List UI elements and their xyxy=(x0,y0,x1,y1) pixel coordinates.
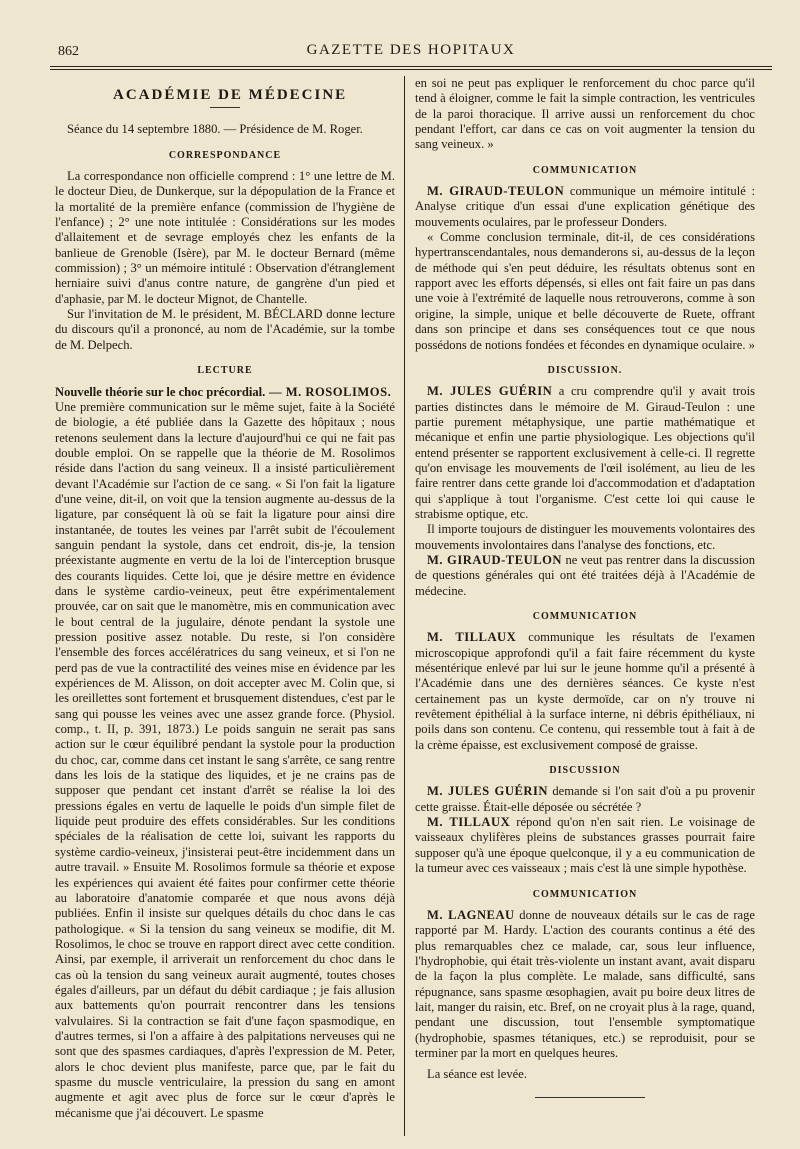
paragraph-lecture: Une première communication sur le même sujet, faite à la Société de biologie, a été publiée dans la Gazette des hôpitaux ; nous retenons seulement dans la lecture d'aujourd'hui ce qui ne fait pas double emploi. On se rappelle que la théorie de M. Rosolimos réside dans l'action du sang veineux. Il a insisté particulièrement devant l'Académie sur l'action de ce sang. « Si l'on fait la ligature d'une veine, dit-il, on voit que la tension augmente au-dessus de la ligature, par conséquent là où se fait la ligature pour ainsi dire instantanée, de toutes les veines par l'arrêt subit de l'écoulement sanguin pendant la systole, dans cet endroit, dis-je, la tension préexistante augmente en vertu de la loi de l'interception brusque des courants liquides. Cette loi, que je désire mettre en évidence dans le système cardio-veineux, peut être expérimentalement prouvée, car on sait que le manomètre, mis en communication avec le bout central de la jugulaire, dénote pendant la systole une pression positive assez notable. Du reste, si l'on considère l'ensemble des forces accélératrices du sang veineux, et si l'on ne perd pas de vue la contractilité des veines mise en évidence par les expériences de M. Alisson, on doit accepter avec M. Colin que, si les oreillettes sont fortement et brusquement distendues, c'est par le sang qui pousse les veines avec une assez grande force. (Physiol. comp., t. II, p. 391, 1873.) Le poids sanguin ne serait pas sans action sur le cœur équilibré pendant la systole pour la production du choc, car, comme dans cet instant le sang s'arrête, ce sang rentre dans les lois de la statique des liquides, et je ne crains pas de supposer que pendant cet instant d'arrêt se réalise la loi des pressions égales en vertu de laquelle le poids d'un simple filet de liquide peut produire des effets considérables. Sur les conditions spéciales de la réalisation de cette loi, suivant les rapports du système cardio-veineux, j'insisterai peut-être incidemment dans un autre travail. » Ensuite M. Rosolimos formule sa théorie et expose les expériences qui avaient été faites pour confirmer cette théorie au laboratoire d'anatomie comparée et que nous avons déjà publiées. Enfin il insiste sur quelques détails du choc dans le cas pathologique. « Si la tension du sang veineux se modifie, dit M. Rosolimos, le choc se trouve en rapport direct avec cette condition. Ainsi, par exemple, il arriverait un renforcement du choc dans le cas où la tension du sang veineux aurait augmenté, toutes choses égales d'ailleurs, par un défaut du débit cardiaque ; je fais allusion aux battements qu'on pourrait rencontrer dans les tensions valvulaires. Si la contraction se fait d'une façon spasmodique, en d'autres termes, si l'on a affaire à des palpitations nerveuses qui ne sont que des spasmes cardiaques, d'après l'expression de M. Peter, alors le choc devient plus manifeste, parce que, par le fait du spasme du muscle ventriculaire, la pression du sang en amont augmente et agit avec plus de force sur le cœur d'après le mécanisme que j'ai découvert. Le spasme xyxy=(55,399,395,1120)
column-divider xyxy=(404,76,405,1136)
paragraph-tillaux xyxy=(415,630,755,753)
paragraph-giraud-teulon-reply xyxy=(415,553,755,599)
left-column xyxy=(55,76,395,1121)
paragraph-guerin-2: Il importe toujours de distinguer les mouvements volontaires des mouvements involontaires dans l'analyse des fonctions, etc. xyxy=(415,522,755,552)
heading-communication-1: COMMUNICATION xyxy=(532,164,638,176)
closing-line: La séance est levée. xyxy=(427,1067,527,1082)
heading-discussion-1: DISCUSSION. xyxy=(547,364,623,376)
speaker-name: M. JULES GUÉRIN xyxy=(427,784,548,799)
right-column xyxy=(415,76,755,1098)
page-number: 862 xyxy=(58,44,79,59)
header-rule-double xyxy=(50,69,772,70)
quote-giraud-teulon: « Comme conclusion terminale, dit-il, de ces considérations hypertranscendantales, nous demanderons si, au-dessus de la leçon de méthode qui s'en peut déduire, les résultats obtenus sont en rapport avec les efforts dépensés, si elles ont fait faire un pas dans une voie à l'extrémité de laquelle nous retrouverons, comme à son origine, la simple, unique et belle découverte de Ruete, offrant dans son principe et dans ses conséquences tout ce que nous possédons de notions fondées et fécondes en dynamique oculaire. » xyxy=(415,230,755,352)
end-rule xyxy=(535,1097,645,1098)
paragraph-beclard: Sur l'invitation de M. le président, M. BÉCLARD donne lecture du discours qu'il a prononcé, au nom de l'Académie, sur la tombe de M. Delpech. xyxy=(55,307,395,352)
journal-title: GAZETTE DES HOPITAUX xyxy=(306,42,516,58)
heading-discussion-2: DISCUSSION xyxy=(549,765,621,777)
speaker-name: M. GIRAUD-TEULON xyxy=(427,184,565,199)
paragraph-tillaux-reply xyxy=(415,815,755,876)
header-rule xyxy=(50,66,772,67)
speaker-name: M. TILLAUX xyxy=(427,815,511,830)
speaker-name: M. JULES GUÉRIN xyxy=(427,384,553,399)
paragraph-guerin xyxy=(415,384,755,522)
speaker-text: donne de nouveaux détails sur le cas de rage rapporté par M. Hardy. L'action des courants continus a été des plus remarquables chez ce malade, car, sous leur influence, l'hydrophobie, qui était très-violente un instant avant, avait disparu de la façon la plus complète. Le malade, sans difficulté, sans répugnance, sans spasme œsophagien, avait pu boire deux litres de lait, manger du raisin, etc. Bref, on ne croyait plus à la rage, quand, pendant une discussion, tout l'ensemble symptomatique (hydrophobie, spasmes tétaniques, etc.) se reproduisit, pour se terminer par la mort en quelques heures. xyxy=(415,907,755,1060)
speaker-text: ne veut pas rentrer dans la discussion de questions générales qui ont été traitées déjà à l'Académie de médecine. xyxy=(415,552,755,598)
heading-communication-3: COMMUNICATION xyxy=(532,888,638,900)
lecture-heading xyxy=(55,385,395,400)
speaker-text: demande si l'on sait d'où a pu provenir cette graisse. Était-elle déposée ou sécrétée ? xyxy=(415,784,755,814)
speaker-text: communique un mémoire intitulé : Analyse critique d'un essai d'une explication génétique des mouvements oculaires, par le professeur Donders. xyxy=(415,184,756,229)
paragraph-giraud-teulon xyxy=(415,184,755,230)
heading-lecture: LECTURE xyxy=(197,365,253,377)
page-header xyxy=(50,34,772,64)
paragraph-correspondance: La correspondance non officielle comprend : 1° une lettre de M. le docteur Dieu, de Dunkerque, sur la dépopulation de la France et la mortalité de la première enfance (commission de l'hygiène de l'enfance) ; 2° une note intitulée : Considérations sur les modes d'allaitement et de sevrage employés chez les enfants de la banlieue de Grenoble (Isère), par M. le docteur Bernard (même commission) ; 3° un mémoire intitulé : Observation d'étranglement herniaire suivi d'anus contre nature, de gangrène d'un pied et d'aphasie, par M. le docteur Mignot, de Chantelle. xyxy=(55,169,395,306)
heading-correspondance: CORRESPONDANCE xyxy=(168,149,282,161)
lecture-author: — M. ROSOLIMOS. xyxy=(265,384,392,399)
lecture-title: Nouvelle théorie sur le choc précordial. xyxy=(55,384,266,399)
heading-communication-2: COMMUNICATION xyxy=(532,611,638,622)
speaker-name: M. GIRAUD-TEULON xyxy=(427,552,562,567)
speaker-text: a cru comprendre qu'il y avait trois parties distinctes dans le mémoire de M. Giraud-Teulon : une partie purement métaphysique, une partie mathématique et mécanique et enfin une partie physiologique. Les objections qu'il entend présenter se rapportent exclusivement à celle-ci. Il regrette qu'on envisage les mouvements de l'œil isolément, au lieu de les faire rentrer dans cette grande loi d'accommodation et d'adaptation qui s'applique à tout l'organisme. C'est cette loi qui cause le strabisme optique, etc. xyxy=(415,384,755,521)
section-title: ACADÉMIE DE MÉDECINE xyxy=(113,87,348,103)
title-dash xyxy=(210,107,240,108)
speaker-name: M. LAGNEAU xyxy=(427,907,515,922)
speaker-text: communique les résultats de l'examen microscopique approfondi qu'il a fait faire récemment du kyste mésentérique enlevé par lui sur le jeune homme qu'il a présenté à l'Académie dans une des dernières séances. Ce kyste n'est certainement pas un kyste dermoïde, car on n'y trouve ni revêtement épithélial à la surface interne, ni débris épithéliaux, ni poils dans son contenu. Ce contenu, qui ressemble tout à fait à de la crème épaisse, est exclusivement composé de graisse. xyxy=(415,630,755,752)
paragraph-lagneau xyxy=(415,908,755,1061)
speaker-name: M. TILLAUX xyxy=(427,630,517,645)
session-line: Séance du 14 septembre 1880. — Présidence de M. Roger. xyxy=(67,122,363,137)
speaker-text: répond qu'on n'en sait rien. Le voisinage de vaisseaux chylifères pleins de substances grasses pourrait faire supposer qu'à une époque quelconque, il y a eu communication de la tumeur avec ces vaisseaux ; mais c'est là une simple hypothèse. xyxy=(415,815,755,876)
paragraph-guerin-question xyxy=(415,784,755,815)
paragraph-continued: en soi ne peut pas expliquer le renforcement du choc parce qu'il tend à éloigner, comme le fait la simple contraction, les ventricules de la paroi thoracique. Il arrive aussi un renforcement du choc pendant l'effort, car dans ce cas on voit augmenter la tension du sang veineux. » xyxy=(415,76,755,152)
